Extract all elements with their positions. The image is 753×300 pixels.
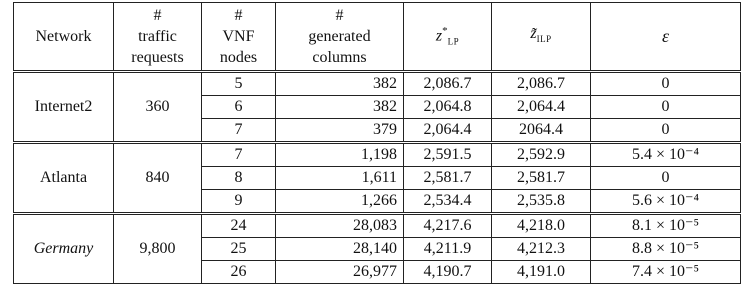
- traffic-requests: 360: [114, 72, 202, 143]
- vnf-nodes: 6: [202, 96, 276, 119]
- generated-columns: 382: [276, 96, 404, 119]
- generated-columns: 1,611: [276, 167, 404, 190]
- network-name: Germany: [14, 214, 114, 284]
- z-lp-value: 4,211.9: [404, 238, 492, 261]
- epsilon-value: 0: [591, 119, 741, 143]
- generated-columns: 379: [276, 119, 404, 143]
- vnf-nodes: 24: [202, 214, 276, 238]
- header-row: [14, 3, 741, 72]
- table-row: [14, 214, 741, 238]
- vnf-nodes: 7: [202, 119, 276, 143]
- vnf-nodes: 9: [202, 190, 276, 214]
- header-generated-columns: # generated columns: [276, 3, 404, 72]
- header-z-ilp: $z̃_{ILP}$: [492, 3, 591, 72]
- traffic-requests: 840: [114, 143, 202, 214]
- z-ilp-value: 4,212.3: [492, 238, 591, 261]
- network-name: Atlanta: [14, 143, 114, 214]
- vnf-nodes: 5: [202, 72, 276, 96]
- generated-columns: 28,140: [276, 238, 404, 261]
- table-row: [14, 143, 741, 167]
- z-ilp-value: 2,592.9: [492, 143, 591, 167]
- table-body: [14, 72, 741, 284]
- vnf-nodes: 8: [202, 167, 276, 190]
- generated-columns: 1,198: [276, 143, 404, 167]
- z-lp-value: 4,217.6: [404, 214, 492, 238]
- z-lp-value: 2,581.7: [404, 167, 492, 190]
- generated-columns: 382: [276, 72, 404, 96]
- results-table-container: [13, 2, 740, 284]
- generated-columns: 28,083: [276, 214, 404, 238]
- epsilon-value: 5.4 × 10⁻⁴: [591, 143, 741, 167]
- epsilon-value: 0: [591, 167, 741, 190]
- vnf-nodes: 7: [202, 143, 276, 167]
- z-ilp-value: 2,535.8: [492, 190, 591, 214]
- z-lp-value: 4,190.7: [404, 261, 492, 284]
- header-vnf-nodes: # VNF nodes: [202, 3, 276, 72]
- epsilon-value: 8.8 × 10⁻⁵: [591, 238, 741, 261]
- header-traffic-requests: # traffic requests: [114, 3, 202, 72]
- z-lp-value: 2,064.8: [404, 96, 492, 119]
- z-ilp-value: 2,064.4: [492, 96, 591, 119]
- epsilon-value: 8.1 × 10⁻⁵: [591, 214, 741, 238]
- epsilon-value: 0: [591, 96, 741, 119]
- generated-columns: 1,266: [276, 190, 404, 214]
- epsilon-value: 5.6 × 10⁻⁴: [591, 190, 741, 214]
- z-ilp-value: 2,581.7: [492, 167, 591, 190]
- network-name: Internet2: [14, 72, 114, 143]
- epsilon-value: 0: [591, 72, 741, 96]
- results-table: [13, 2, 741, 284]
- vnf-nodes: 25: [202, 238, 276, 261]
- header-epsilon: ε: [591, 3, 741, 72]
- epsilon-value: 7.4 × 10⁻⁵: [591, 261, 741, 284]
- header-network: Network: [14, 3, 114, 72]
- header-z-lp: $z^*_{LP}$: [404, 3, 492, 72]
- z-ilp-value: 2,086.7: [492, 72, 591, 96]
- z-ilp-value: 4,218.0: [492, 214, 591, 238]
- z-lp-value: 2,064.4: [404, 119, 492, 143]
- table-row: [14, 72, 741, 96]
- traffic-requests: 9,800: [114, 214, 202, 284]
- z-ilp-value: 2064.4: [492, 119, 591, 143]
- z-lp-value: 2,086.7: [404, 72, 492, 96]
- generated-columns: 26,977: [276, 261, 404, 284]
- z-lp-value: 2,591.5: [404, 143, 492, 167]
- z-lp-value: 2,534.4: [404, 190, 492, 214]
- vnf-nodes: 26: [202, 261, 276, 284]
- z-ilp-value: 4,191.0: [492, 261, 591, 284]
